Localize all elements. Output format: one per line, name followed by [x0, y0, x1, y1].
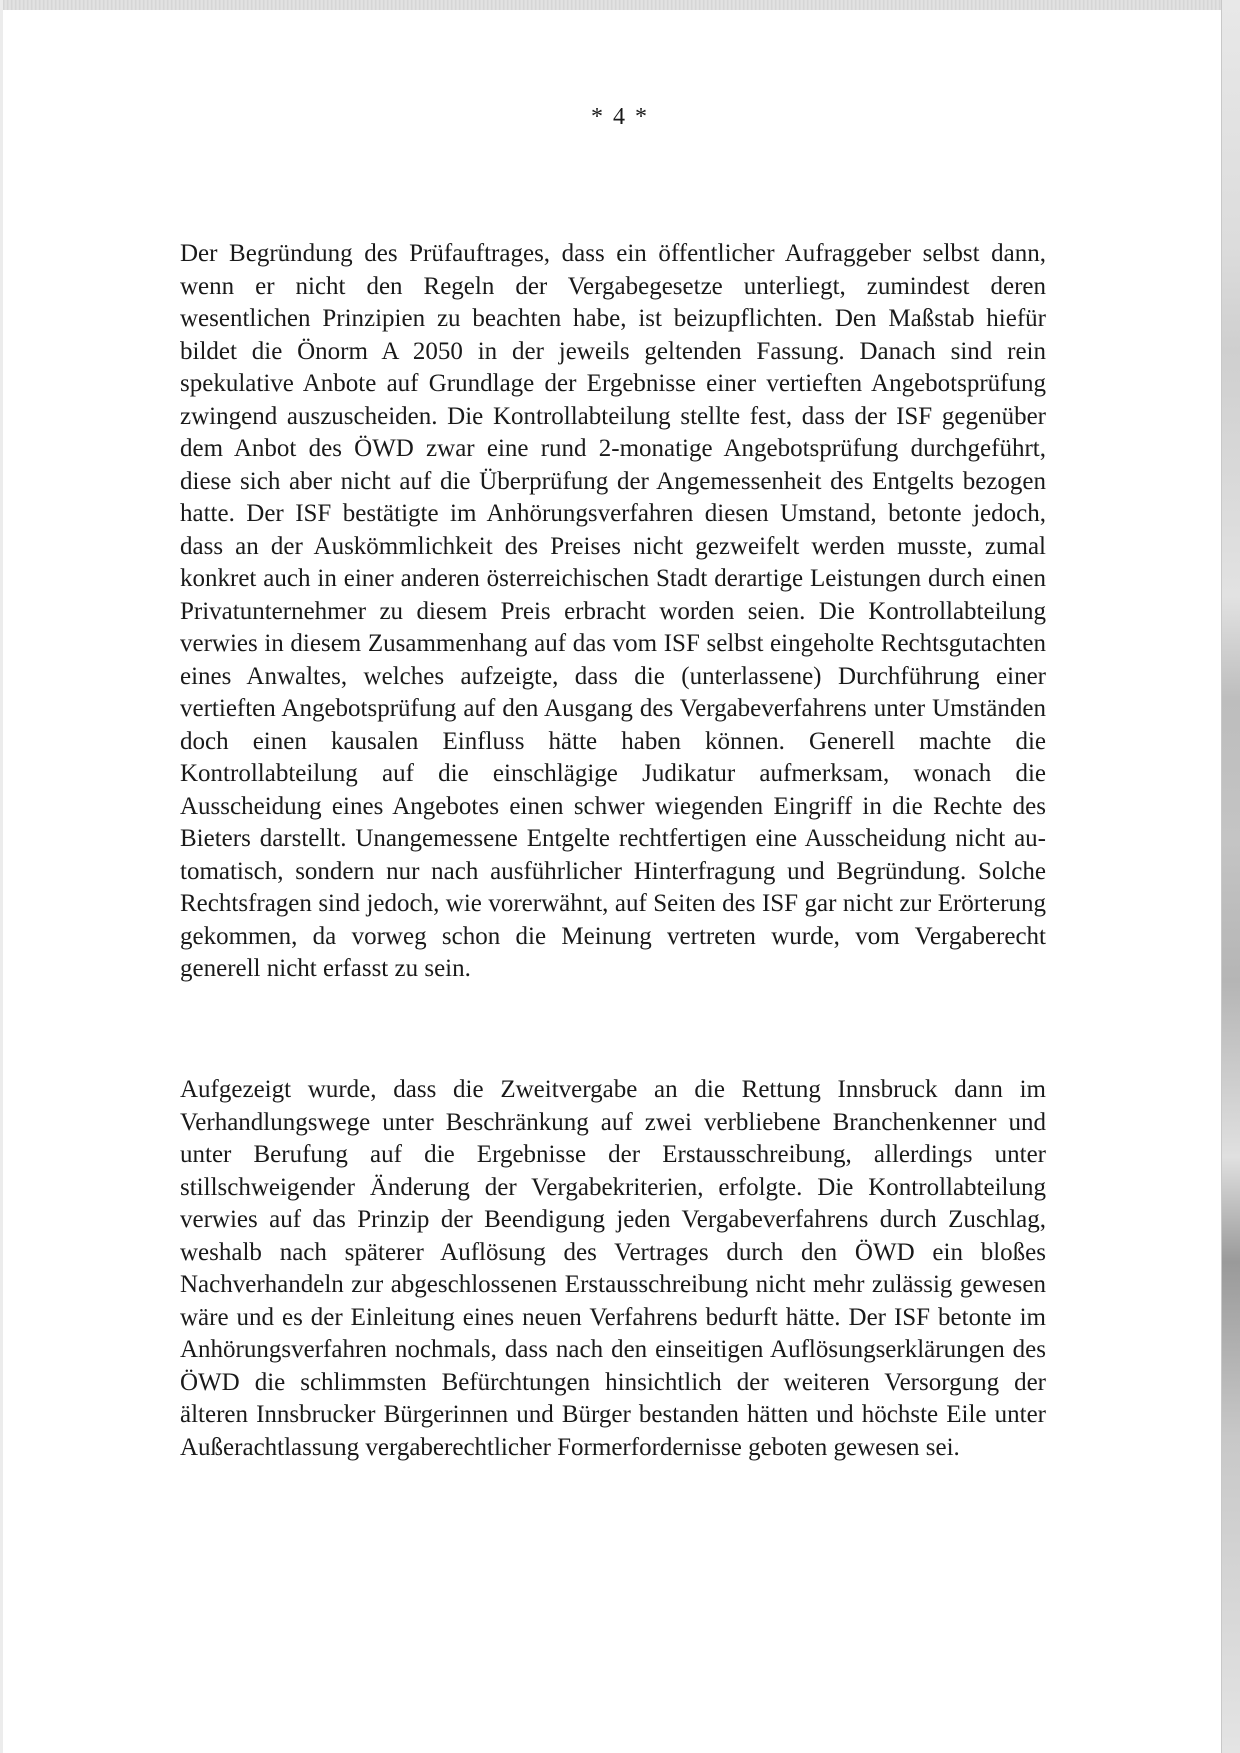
body-paragraph-1: Der Begründung des Prüfauftrages, dass ein öffentlicher Aufraggeber selbst dann, wenn er nicht den Regeln der Vergabegesetze unterliegt, zumindest deren wesentlichen Prinzipien zu beachten habe, ist beizupflichten. Den Maßstab hiefür bildet die Önorm A 2050 in der jeweils geltenden Fassung. Danach sind rein spekulative Anbote auf Grundlage der Ergebnisse einer vertieften Angebotsprüfung zwingend auszuscheiden. Die Kontrollabteilung stellte fest, dass der ISF gegenüber dem Anbot des ÖWD zwar eine rund 2-monatige Angebotsprüfung durchgeführt, diese sich aber nicht auf die Überprüfung der Angemessenheit des Entgelts bezogen hatte. Der ISF bestätigte im Anhörungsverfahren diesen Umstand, betonte jedoch, dass an der Auskömmlichkeit des Preises nicht gezweifelt werden musste, zumal konkret auch in einer anderen österreichischen Stadt derartige Leistungen durch einen Privatunternehmer zu diesem Preis erbracht worden seien. Die Kontrollabteilung verwies in diesem Zusammenhang auf das vom ISF selbst eingeholte Rechtsgutachten eines Anwaltes, welches aufzeigte, dass die (unterlassene) Durchführung einer vertieften Angebotsprüfung auf den Ausgang des Vergabeverfahrens unter Umständen doch einen kausalen Einfluss hätte haben können. Generell machte die Kontrollabteilung auf die einschlägige Judikatur aufmerksam, wonach die Ausscheidung eines Angebotes einen schwer wiegenden Eingriff in die Rechte des Bieters darstellt. Unangemessene Entgelte rechtfertigen eine Ausscheidung nicht automatisch, sondern nur nach ausführlicher Hinterfragung und Begründung. Solche Rechtsfragen sind jedoch, wie vorerwähnt, auf Seiten des ISF gar nicht zur Erörterung gekommen, da vorweg schon die Meinung vertreten wurde, vom Vergaberecht generell nicht erfasst zu sein. [180, 240, 1046, 982]
scan-edge-left [0, 0, 3, 1753]
scan-edge-right [1221, 0, 1240, 1753]
page-number: * 4 * [591, 104, 649, 130]
body-paragraph-2: Aufgezeigt wurde, dass die Zweitvergabe an die Rettung Innsbruck dann im Verhandlungswege unter Beschränkung auf zwei verbliebene Branchenkenner und unter Berufung auf die Ergebnisse der Erstausschreibung, allerdings unter stillschweigender Änderung der Vergabekriterien, erfolgte. Die Kontrollabteilung verwies auf das Prinzip der Beendigung jeden Vergabeverfahrens durch Zuschlag, weshalb nach späterer Auflösung des Vertrages durch den ÖWD ein bloßes Nachverhandeln zur abgeschlossenen Erstausschreibung nicht mehr zulässig gewesen wäre und es der Einleitung eines neuen Verfahrens bedurft hätte. Der ISF betonte im Anhörungsverfahren nochmals, dass nach den einseitigen Auflösungserklärungen des ÖWD die schlimmsten Befürchtungen hinsichtlich der weiteren Versorgung der älteren Innsbrucker Bürgerinnen und Bürger bestanden hätten und höchste Eile unter Außerachtlassung vergaberechtlicher Formerfordernisse geboten gewesen sei. [180, 1076, 1046, 1461]
scan-edge-top [0, 0, 1240, 10]
